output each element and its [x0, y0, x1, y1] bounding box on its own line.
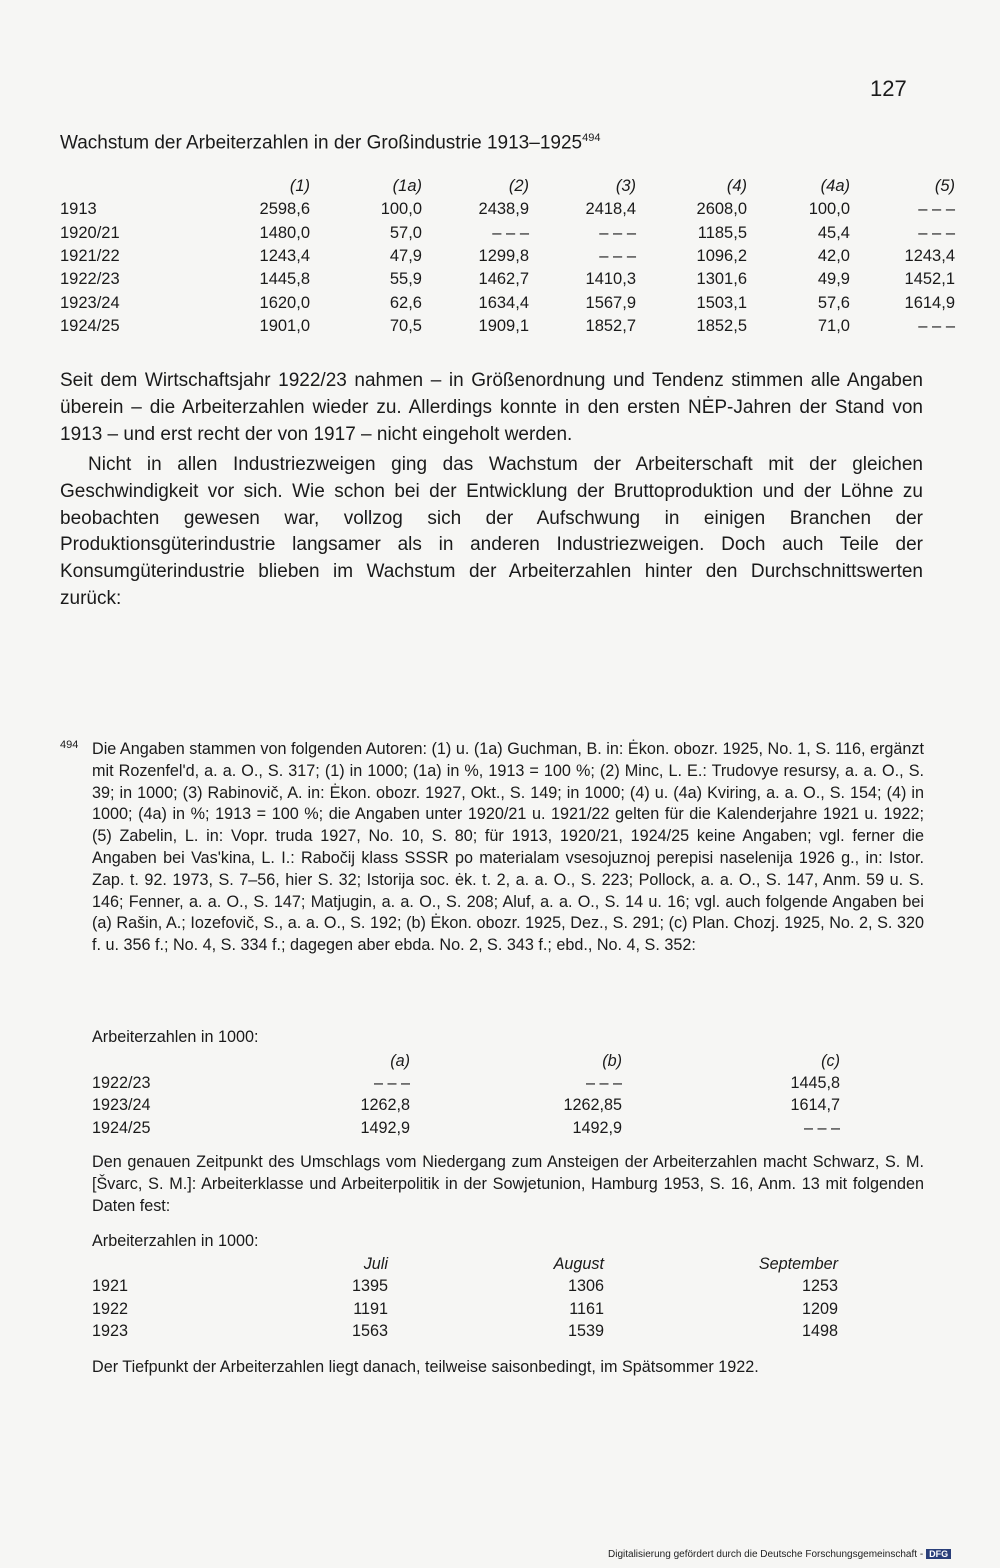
table-row: [92, 1117, 840, 1140]
table-cell: 1209: [801, 1299, 838, 1318]
footnote-marker: 494: [60, 739, 79, 751]
table-title: [60, 132, 600, 154]
table-cell: 62,6: [389, 293, 422, 312]
footnote-paragraph: Den genauen Zeitpunkt des Umschlags vom Niedergang zum Ansteigen der Arbeiterzahlen macht Schwarz, S. M. [Švarc, S. M.]: Arbeiterklasse und Arbeiterpolitik in der Sowjetunion, Hamburg 1953, S. 16, Anm. 13 mit folgenden Daten fest:: [92, 1153, 924, 1215]
header-cell: [92, 1050, 212, 1072]
table-cell: 71,0: [817, 317, 850, 336]
header-cell: (a): [390, 1051, 410, 1070]
table-cell: 1852,5: [696, 317, 747, 336]
table-cell: 1852,7: [585, 317, 636, 336]
table-cell: 1498: [801, 1322, 838, 1341]
header-cell: (1a): [392, 176, 422, 195]
table-cell: – – –: [918, 317, 955, 336]
header-cell: (2): [508, 176, 529, 195]
table-cell: 1923/24: [92, 1096, 151, 1115]
table-cell: 1924/25: [92, 1118, 151, 1137]
table-cell: 2438,9: [478, 200, 529, 219]
header-cell: August: [553, 1254, 604, 1273]
table-row: [60, 221, 955, 244]
table-cell: 1445,8: [790, 1073, 840, 1092]
table-cell: 1243,4: [904, 246, 955, 265]
table-row: [92, 1072, 840, 1095]
table-cell: 1492,9: [572, 1118, 622, 1137]
table-cell: 70,5: [389, 317, 422, 336]
table-cell: 1923: [92, 1322, 129, 1341]
table-cell: 1492,9: [360, 1118, 410, 1137]
table-cell: – – –: [585, 1073, 622, 1092]
table-cell: 57,0: [389, 223, 422, 242]
table-cell: 47,9: [389, 246, 422, 265]
header-cell: (5): [934, 176, 955, 195]
header-cell: (4a): [820, 176, 850, 195]
table-cell: 1923/24: [60, 293, 120, 312]
table-row: [60, 245, 955, 268]
footnote-table-label: Arbeiterzahlen in 1000:: [92, 1028, 259, 1046]
table-row: [92, 1275, 838, 1298]
digitization-footer: [608, 1549, 951, 1560]
table-cell: 1614,7: [790, 1096, 840, 1115]
table-cell: 1262,85: [563, 1096, 622, 1115]
table-cell: 1299,8: [478, 246, 529, 265]
table-header-row: [60, 174, 955, 198]
footnote-table-label: Arbeiterzahlen in 1000:: [92, 1232, 259, 1250]
header-cell: (4): [726, 176, 747, 195]
body-paragraph: Nicht in allen Industriezweigen ging das Wachstum der Arbeiterschaft mit der gleichen Geschwindigkeit vor sich. Wie schon bei der Entwicklung der Bruttoproduktion und der Löhne zu beobachten gewesen war, vollzog sich der Aufschwung in einigen Branchen der Produktionsgüterindustrie langsamer als in anderen Industriezweigen. Doch auch Teile der Konsumgüterindustrie blieben im Wachstum der Arbeiterzahlen hinter den Durchschnittswerten zurück:: [60, 454, 923, 609]
table-cell: 1161: [569, 1299, 604, 1318]
table-cell: 1191: [353, 1299, 388, 1318]
table-cell: 1921/22: [60, 246, 120, 265]
table-cell: 1301,6: [696, 270, 747, 289]
table-cell: 1567,9: [585, 293, 636, 312]
table-cell: – – –: [918, 223, 955, 242]
table-cell: 1901,0: [259, 317, 310, 336]
table-cell: 1462,7: [478, 270, 529, 289]
table-cell: 1253: [801, 1276, 838, 1295]
dfg-logo: DFG: [926, 1549, 951, 1559]
table-cell: 100,0: [380, 200, 422, 219]
table-cell: 1185,5: [697, 223, 747, 242]
table-cell: 100,0: [808, 200, 850, 219]
table-cell: 1922/23: [92, 1073, 151, 1092]
header-cell: [60, 174, 148, 198]
table-row: [60, 292, 955, 315]
page-number: 127: [870, 76, 907, 101]
table-header-row: [92, 1253, 838, 1275]
table-cell: 49,9: [817, 270, 850, 289]
footnote-table-abc: [92, 1050, 840, 1140]
table-cell: – – –: [918, 200, 955, 219]
table-cell: 1922/23: [60, 270, 120, 289]
table-row: [60, 315, 955, 338]
table-cell: 1634,4: [478, 293, 529, 312]
header-cell: September: [758, 1254, 838, 1273]
table-row: [60, 268, 955, 291]
table-cell: 1480,0: [259, 223, 310, 242]
table-cell: 1243,4: [259, 246, 310, 265]
table-cell: 2608,0: [696, 200, 747, 219]
footnote-text: Die Angaben stammen von folgenden Autoren: (1) u. (1a) Guchman, B. in: Ėkon. obozr. 1925, No. 1, S. 116, ergänzt mit Rozenfel'd, a. a. O., S. 317; (1) in 1000; (1a) in %, 1913 = 100 %; (2) Minc, L. E.: Trudovye resursy, a. a. O., S. 39; in 1000; (3) Rabinovič, A. in: Ėkon. obozr. 1927, Okt., S. 149; in 1000; (4) u. (4a) Kviring, a. a. O., S. 154; (4) in 1000; (4a) in %; 1913 = 100 %; die Angaben unter 1920/21 u. 1921/22 gelten für die Kalenderjahre 1921 u. 1922; (5) Zabelin, L. in: Vopr. truda 1927, No. 10, S. 80; für 1913, 1920/21, 1924/25 keine Angaben; vgl. ferner die Angaben bei Vas'kina, L. I.: Rabočij klass SSSR po materialam vsesojuznoj perepisi naselenija 1926 g., in: Istor. Zap. t. 92. 1973, S. 7–56, hier S. 32; Istorija soc. ėk. t. 2, a. a. O., S. 223; Pollock, a. a. O., S. 147, Anm. 59 u. S. 146; Fenner, a. a. O., S. 147; Matjugin, a. a. O., S. 208; Aluf, a. a. O., S. 14 u. 16; vgl. auch folgende Angaben bei (a) Rašin, A.; Iozefovič, S., a. a. O., S. 192; (b) Ėkon. obozr. 1925, Dez., S. 291; (c) Plan. Chozj. 1925, No. 2, S. 320 f. u. 356 f.; No. 4, S. 334 f.; dagegen aber ebda. No. 2, S. 343 f.; ebd., No. 4, S. 352:: [92, 740, 924, 955]
table-row: [92, 1298, 838, 1321]
table-cell: 1503,1: [696, 293, 747, 312]
table-cell: 1563: [351, 1322, 388, 1341]
table-cell: 2598,6: [259, 200, 310, 219]
table-row: [92, 1321, 838, 1344]
table-row: [60, 198, 955, 221]
table-cell: 1445,8: [259, 270, 310, 289]
table-cell: 1924/25: [60, 317, 120, 336]
table-cell: – – –: [599, 246, 636, 265]
table-cell: 1922: [92, 1299, 129, 1318]
table-cell: 45,4: [817, 223, 850, 242]
table-cell: 1921: [92, 1276, 129, 1295]
header-cell: [92, 1253, 216, 1275]
table-cell: 1539: [567, 1322, 604, 1341]
table-cell: 42,0: [817, 246, 850, 265]
table-title-text: Wachstum der Arbeiterzahlen in der Großindustrie 1913–1925: [60, 132, 583, 154]
table-cell: 1410,3: [585, 270, 636, 289]
table-cell: 1620,0: [259, 293, 310, 312]
table-cell: 55,9: [389, 270, 422, 289]
table-cell: 2418,4: [585, 200, 636, 219]
table-cell: 1395: [351, 1276, 388, 1295]
table-cell: 1262,8: [360, 1096, 410, 1115]
table-cell: 57,6: [817, 293, 850, 312]
table-cell: – – –: [492, 223, 529, 242]
table-header-row: [92, 1050, 840, 1072]
body-paragraph: Seit dem Wirtschaftsjahr 1922/23 nahmen – in Größenordnung und Tendenz stimmen alle Angaben überein – die Arbeiterzahlen wieder zu. Allerdings konnte in den ersten NĖP-Jahren der Stand von 1913 – und erst recht der von 1917 – nicht eingeholt werden.: [60, 370, 923, 445]
table-cell: 1913: [60, 200, 97, 219]
footnote-table-months: [92, 1253, 838, 1343]
header-cell: (3): [615, 176, 636, 195]
footnote-paragraph: Der Tiefpunkt der Arbeiterzahlen liegt danach, teilweise saisonbedingt, im Spätsommer 1922.: [92, 1358, 759, 1376]
table-cell: 1096,2: [696, 246, 747, 265]
table-cell: 1614,9: [904, 293, 955, 312]
table-cell: 1306: [567, 1276, 604, 1295]
header-cell: (b): [602, 1051, 622, 1070]
table-cell: 1920/21: [60, 223, 120, 242]
table-cell: – – –: [373, 1073, 410, 1092]
table-cell: 1909,1: [478, 317, 529, 336]
table-cell: 1452,1: [904, 270, 955, 289]
table-cell: – – –: [599, 223, 636, 242]
header-cell: (c): [821, 1051, 840, 1070]
header-cell: Juli: [363, 1254, 388, 1273]
header-cell: (1): [289, 176, 310, 195]
footer-text: Digitalisierung gefördert durch die Deutsche Forschungsgemeinschaft -: [608, 1549, 924, 1560]
footnote-ref: 494: [582, 132, 601, 144]
table-row: [92, 1095, 840, 1118]
workers-growth-table: [60, 174, 955, 338]
table-cell: – – –: [803, 1118, 840, 1137]
